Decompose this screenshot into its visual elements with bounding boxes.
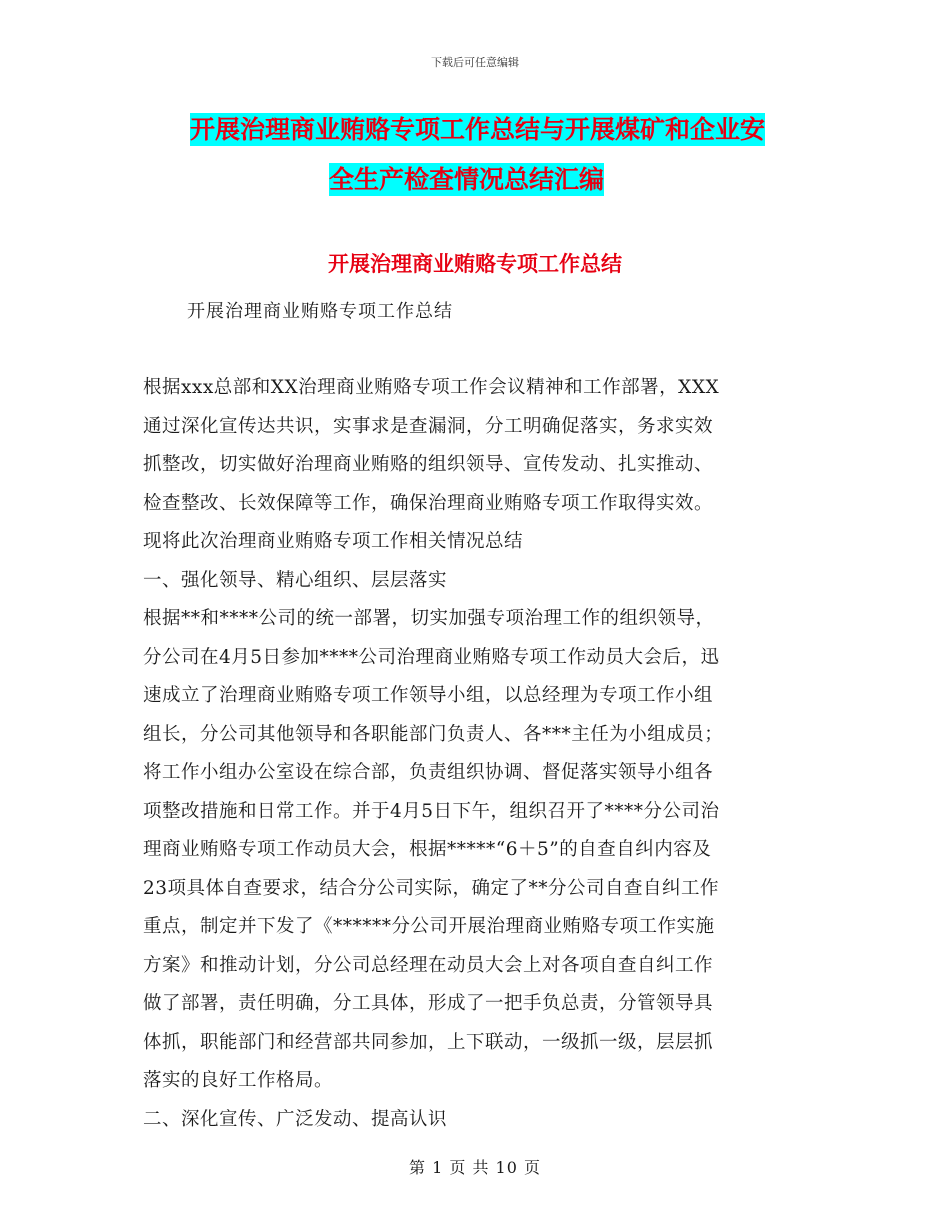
body-line: 通过深化宣传达共识，实事求是查漏洞，分工明确促落实，务求实效 — [143, 415, 714, 437]
body-line: 将工作小组办公室设在综合部，负责组织协调、督促落实领导小组各 — [143, 762, 714, 783]
body-line: 抓整改，切实做好治理商业贿赂的组织领导、宣传发动、扎实推动、 — [143, 454, 714, 475]
body-line: 速成立了治理商业贿赂专项工作领导小组，以总经理为专项工作小组 — [143, 685, 714, 706]
body-line: 根据**和****公司的统一部署，切实加强专项治理工作的组织领导， — [143, 608, 715, 629]
page-number: 第 1 页 共 10 页 — [409, 1158, 541, 1177]
body-text — [143, 369, 823, 1139]
section-title: 开展治理商业贿赂专项工作总结 — [328, 252, 622, 276]
body-line: 分公司在4月5日参加****公司治理商业贿赂专项工作动员大会后，迅 — [143, 646, 720, 668]
body-line: 方案》和推动计划，分公司总经理在动员大会上对各项自查自纠工作 — [143, 954, 714, 976]
section-heading-2: 二、深化宣传、广泛发动、提高认识 — [143, 1108, 448, 1130]
page-header-note: 下载后可任意编辑 — [431, 56, 519, 69]
body-line: 现将此次治理商业贿赂专项工作相关情况总结 — [143, 531, 524, 552]
body-line: 组长，分公司其他领导和各职能部门负责人、各***主任为小组成员； — [143, 723, 724, 745]
body-line: 做了部署，责任明确，分工具体，形成了一把手负总责，分管领导具 — [143, 993, 714, 1014]
body-line: 项整改措施和日常工作。并于4月5日下午，组织召开了****分公司治 — [143, 800, 720, 822]
body-line: 体抓，职能部门和经营部共同参加，上下联动，一级抓一级，层层抓 — [143, 1031, 714, 1053]
document-title — [190, 110, 810, 200]
body-line: 落实的良好工作格局。 — [143, 1070, 334, 1091]
section-heading-1: 一、强化领导、精心组织、层层落实 — [143, 569, 448, 591]
title-line-1: 开展治理商业贿赂专项工作总结与开展煤矿和企业安 — [190, 115, 766, 144]
body-line: 重点，制定并下发了《******分公司开展治理商业贿赂专项工作实施 — [143, 916, 715, 937]
body-line: 理商业贿赂专项工作动员大会，根据*****“6＋5”的自查自纠内容及 — [143, 839, 712, 860]
title-line-2: 全生产检查情况总结汇编 — [329, 165, 605, 194]
body-line: 23项具体自查要求，结合分公司实际，确定了**分公司自查自纠工作 — [143, 877, 720, 899]
body-line: 根据xxx总部和XX治理商业贿赂专项工作会议精神和工作部署，XXX — [143, 377, 720, 398]
lead-paragraph: 开展治理商业贿赂专项工作总结 — [187, 301, 453, 322]
body-line: 检查整改、长效保障等工作，确保治理商业贿赂专项工作取得实效。 — [143, 492, 714, 514]
